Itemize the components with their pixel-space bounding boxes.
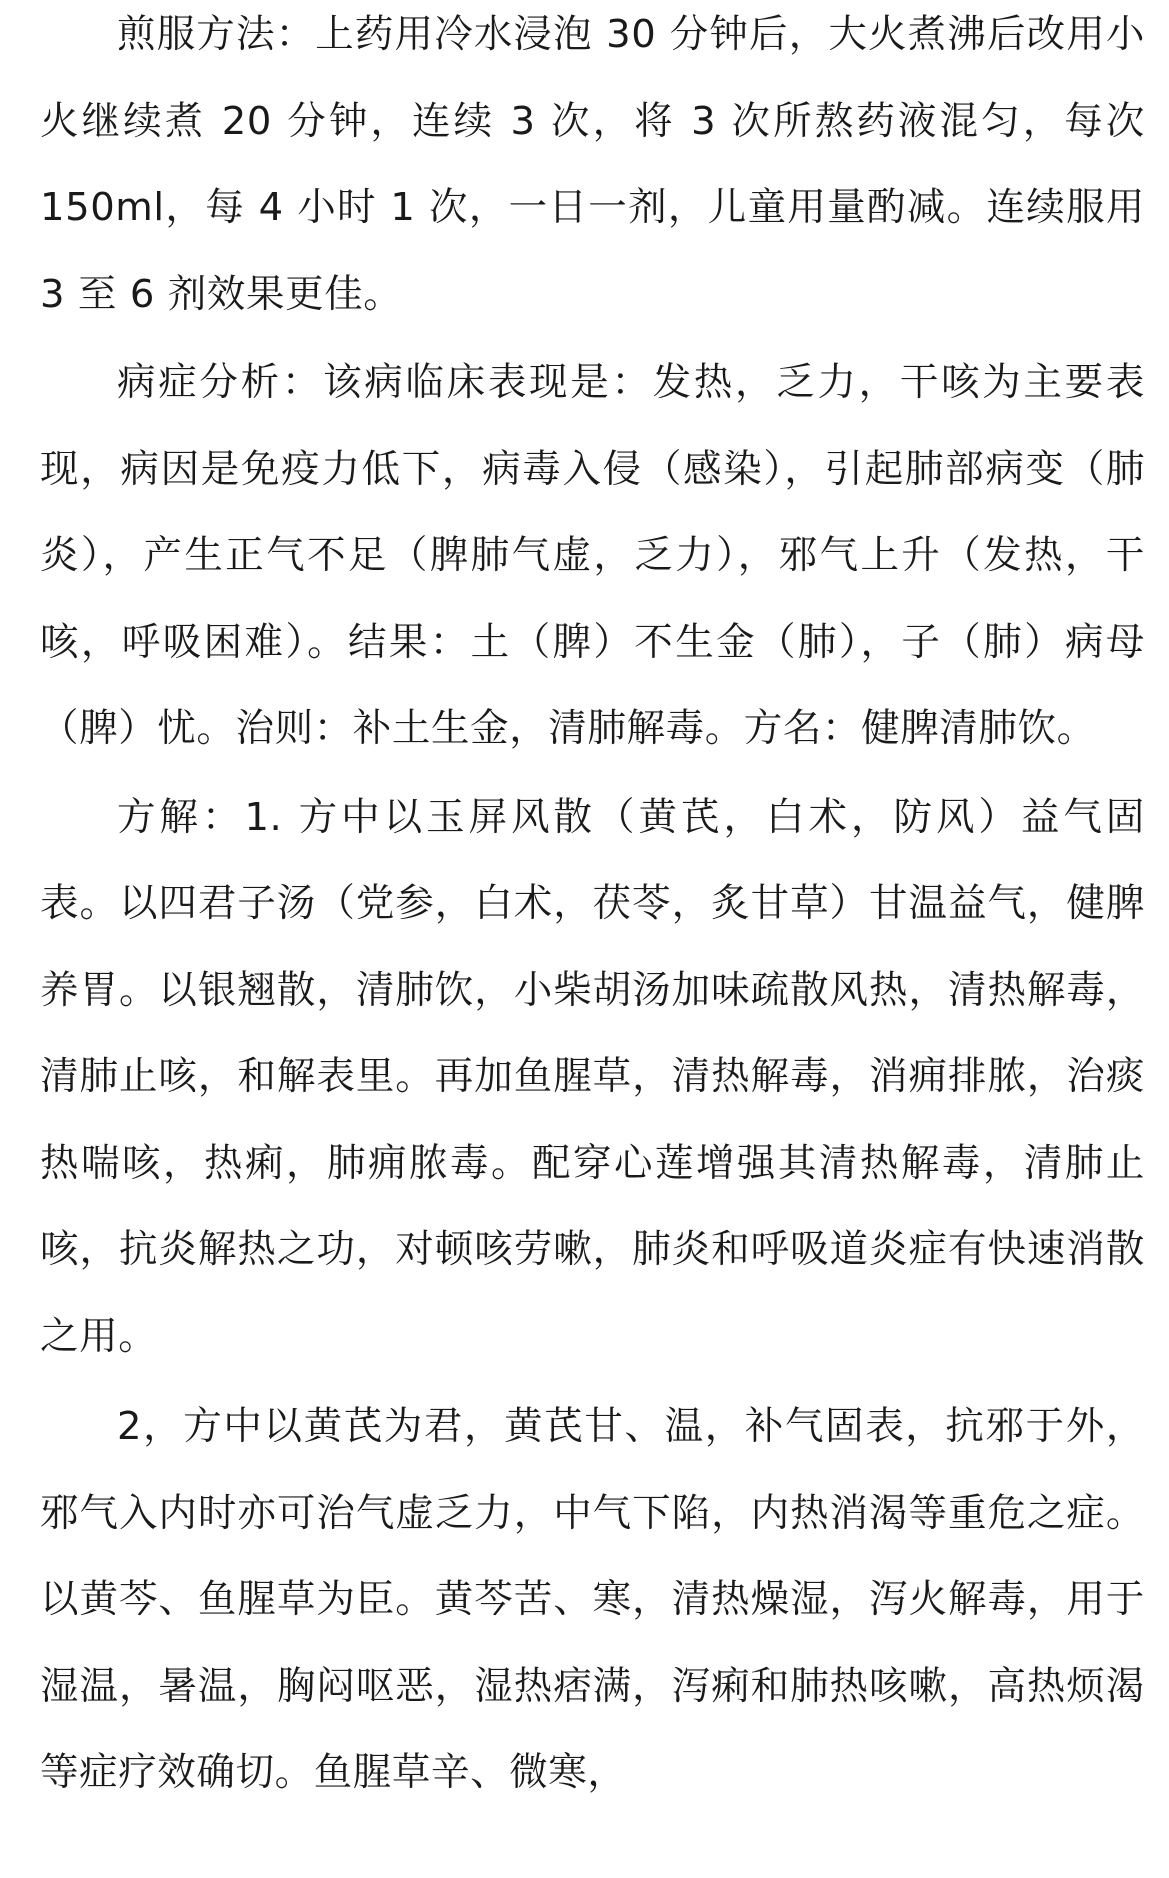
paragraph-disease-analysis: 病症分析：该病临床表现是：发热，乏力，干咳为主要表现，病因是免疫力低下，病毒入侵（感染），引起肺部病变（肺炎），产生正气不足（脾肺气虚，乏力），邪气上升（发热，干咳，呼吸困难）。结果：土（脾）不生金（肺），子（肺）病母（脾）忧。治则：补土生金，清肺解毒。方名：健脾清肺饮。 — [40, 360, 1145, 751]
paragraph-formula-explanation-1: 方解：1. 方中以玉屏风散（黄芪，白术，防风）益气固表。以四君子汤（党参，白术，茯苓，炙甘草）甘温益气，健脾养胃。以银翘散，清肺饮，小柴胡汤加味疏散风热，清热解毒，清肺止咳，和解表里。再加鱼腥草，清热解毒，消痈排脓，治痰热喘咳，热痢，肺痈脓毒。配穿心莲增强其清热解毒，清肺止咳，抗炎解热之功，对顿咳劳嗽，肺炎和呼吸道炎症有快速消散之用。 — [40, 794, 1145, 1359]
paragraph-formula-explanation-2: 2，方中以黄芪为君，黄芪甘、温，补气固表，抗邪于外，邪气入内时亦可治气虚乏力，中气下陷，内热消渴等重危之症。以黄芩、鱼腥草为臣。黄芩苦、寒，清热燥湿，泻火解毒，用于湿温，暑温，胸闷呕恶，湿热痞满，泻痢和肺热咳嗽，高热烦渴等症疗效确切。鱼腥草辛、微寒， — [40, 1404, 1145, 1795]
document-page — [40, 0, 1145, 1817]
paragraph-decoction-method: 煎服方法：上药用冷水浸泡 30 分钟后，大火煮沸后改用小火继续煮 20 分钟，连续 3 次，将 3 次所熬药液混匀，每次 150ml，每 4 小时 1 次，一日一剂，儿童用量酌减。连续服用 3 至 6 剂效果更佳。 — [40, 12, 1145, 317]
